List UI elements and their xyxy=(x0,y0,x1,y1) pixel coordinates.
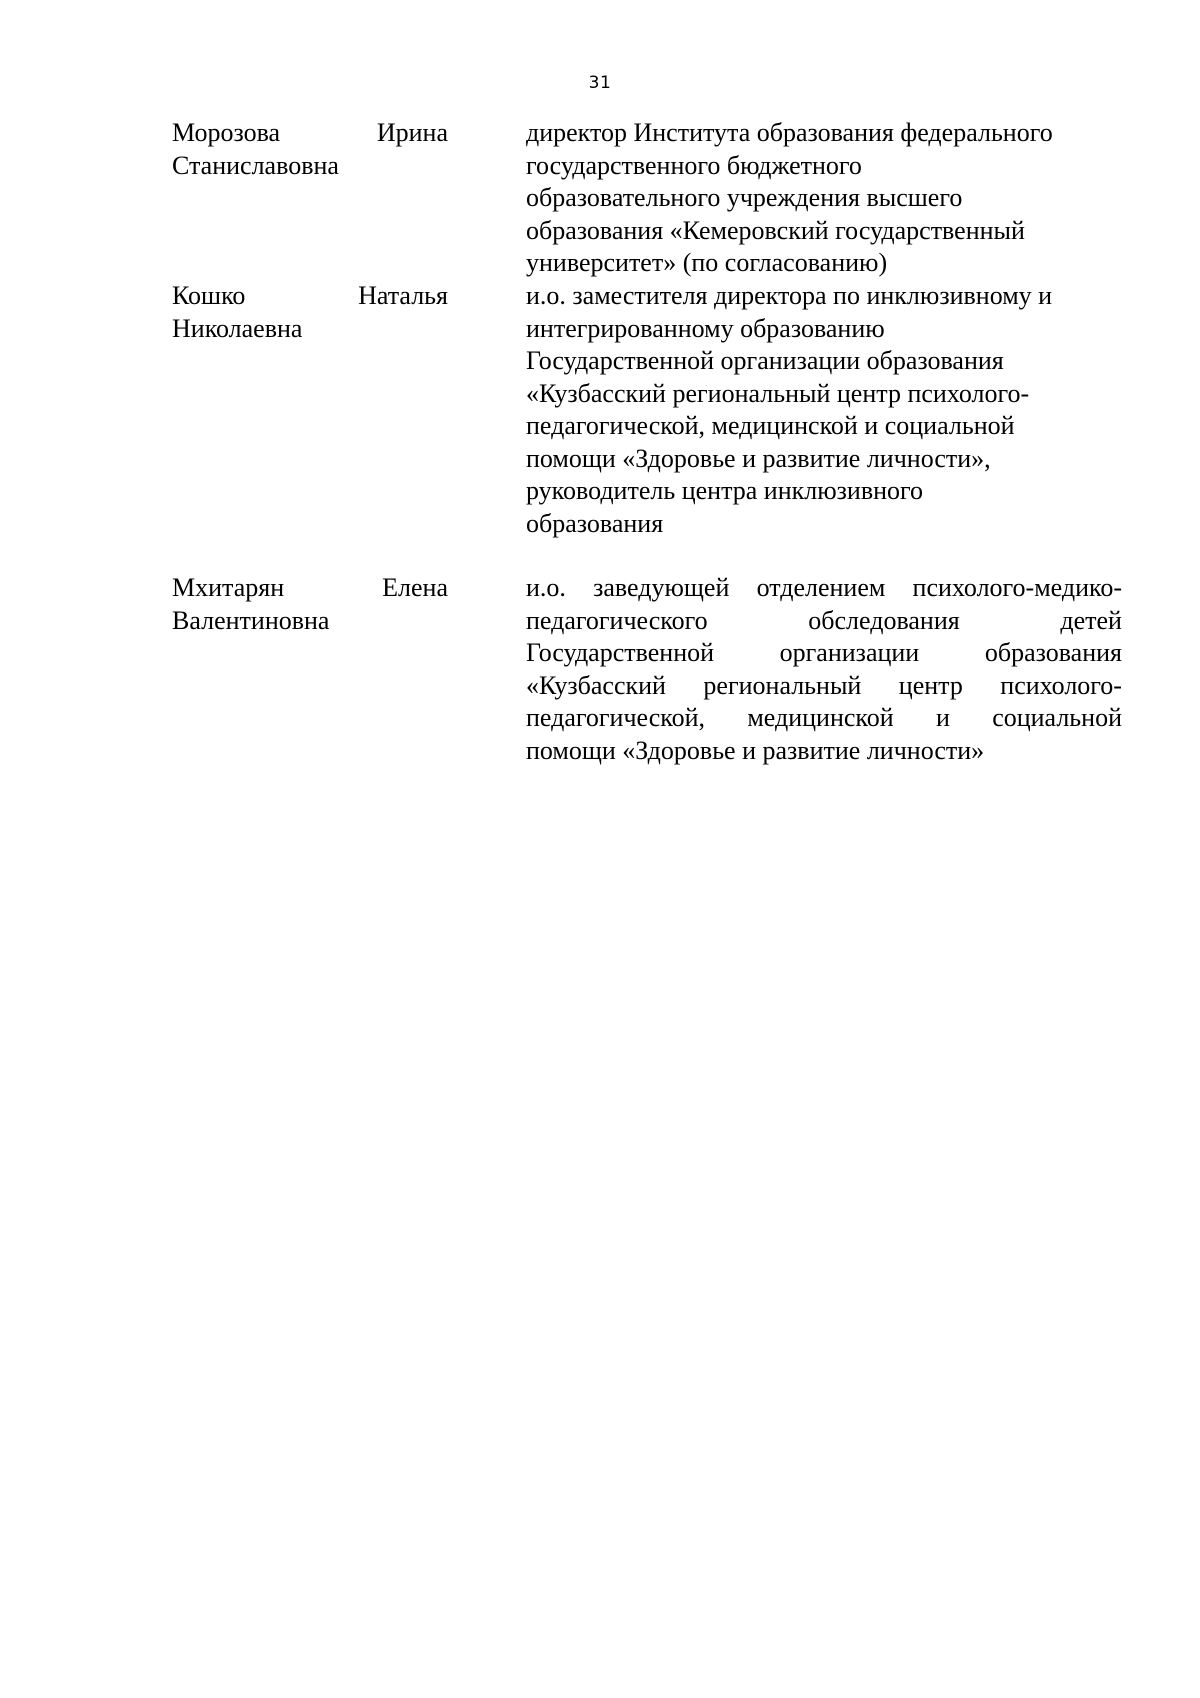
member-first-name: Елена xyxy=(382,573,448,602)
position-line: педагогической, медицинской и социальной xyxy=(526,411,1015,440)
position-line: помощи «Здоровье и развитие личности» xyxy=(526,735,985,765)
position-word: центр xyxy=(898,670,963,700)
position-line xyxy=(526,572,1122,605)
position-word: психолого- xyxy=(1000,670,1122,700)
position-word: педагогической, xyxy=(526,703,706,732)
member-surname: Мхитарян xyxy=(172,573,285,602)
position-word: детей xyxy=(1060,605,1122,635)
position-line: помощи «Здоровье и развитие личности», xyxy=(526,443,991,473)
position-word: организации xyxy=(779,638,920,667)
member-surname: Кошко xyxy=(172,281,246,310)
position-word: психолого-медико- xyxy=(912,573,1122,602)
position-word: образования xyxy=(984,638,1122,667)
member-position xyxy=(526,280,1122,540)
position-line: директор Института образования федерального xyxy=(526,118,1053,147)
position-word: социальной xyxy=(992,703,1122,732)
position-line xyxy=(526,670,1122,703)
position-word: педагогического xyxy=(526,605,708,635)
member-first-name: Наталья xyxy=(358,281,448,310)
position-word: и.о. xyxy=(526,573,566,602)
member-name xyxy=(172,117,448,182)
position-word: и xyxy=(935,703,950,732)
member-patronymic: Николаевна xyxy=(172,313,303,343)
member-position xyxy=(526,572,1122,767)
position-line: образования «Кемеровский государственный xyxy=(526,215,1025,245)
position-line: образования xyxy=(526,508,664,538)
position-word: «Кузбасский xyxy=(526,670,666,700)
position-line xyxy=(526,605,1122,638)
position-word: Государственной xyxy=(526,638,715,667)
position-line: руководитель центра инклюзивного xyxy=(526,476,924,505)
member-position xyxy=(526,117,1122,280)
position-line: образовательного учреждения высшего xyxy=(526,183,963,212)
position-line: и.о. заместителя директора по инклюзивному и xyxy=(526,281,1053,310)
position-word: обследования xyxy=(808,605,960,635)
position-line: Государственной организации образования xyxy=(526,346,1004,375)
member-patronymic: Станиславовна xyxy=(172,150,339,180)
member-first-name: Ирина xyxy=(376,118,448,147)
position-word: региональный xyxy=(703,670,862,700)
position-line: государственного бюджетного xyxy=(526,150,862,180)
page-number: 31 xyxy=(588,73,612,93)
position-word: медицинской xyxy=(747,703,894,732)
position-word: отделением xyxy=(756,573,886,602)
position-line: университет» (по согласованию) xyxy=(526,248,888,277)
position-line: «Кузбасский региональный центр психолого- xyxy=(526,378,1030,408)
position-line xyxy=(526,702,1122,735)
position-line xyxy=(526,637,1122,670)
position-line: интегрированному образованию xyxy=(526,313,885,343)
position-word: заведующей xyxy=(593,573,730,602)
member-name xyxy=(172,572,448,637)
member-name xyxy=(172,280,448,345)
member-surname: Морозова xyxy=(172,118,281,147)
member-patronymic: Валентиновна xyxy=(172,605,330,635)
